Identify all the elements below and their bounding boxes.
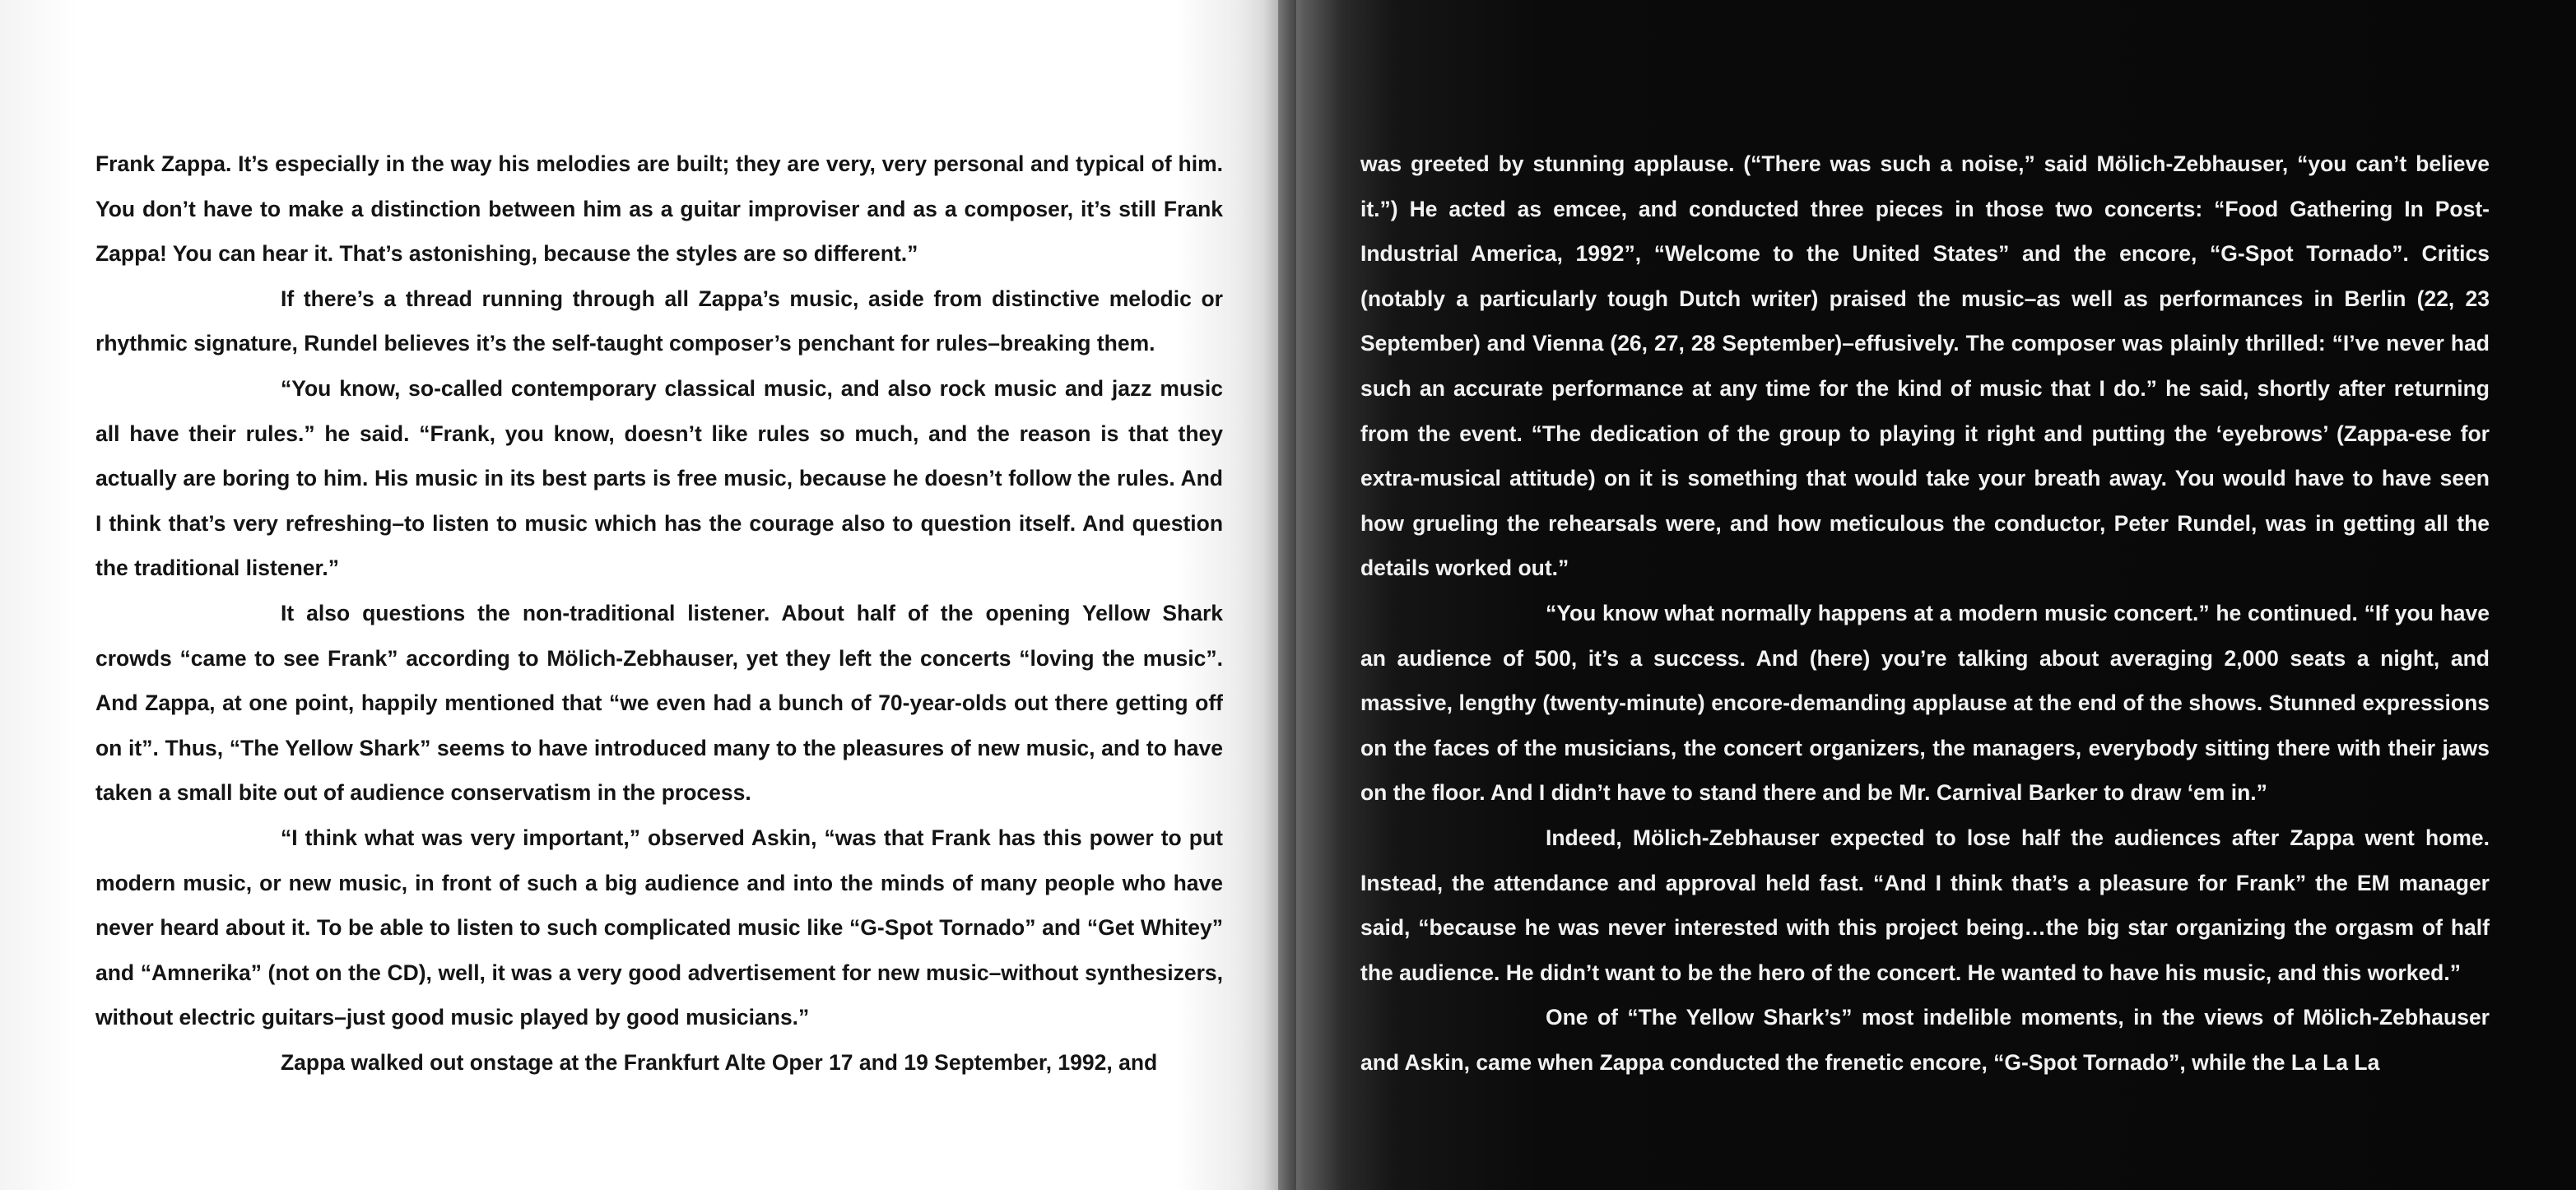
paragraph: “I think what was very important,” observed Askin, “was that Frank has this power to put modern music, or new music, in front of such a big audience and into the minds of many people who have never heard about it. To be able to listen to such complicated music like “G-Spot Tornado” and “Get Whitey” and “Amnerika” (not on the CD), well, it was a very good advertisement for new music–without synthesizers, without electric guitars–just good music played by good musicians.”: [95, 825, 1223, 1030]
right-text-column: [1360, 142, 2490, 1085]
paragraph: Zappa walked out onstage at the Frankfurt Alte Oper 17 and 19 September, 1992, and: [281, 1049, 1158, 1075]
paragraph: was greeted by stunning applause. (“There was such a noise,” said Mölich-Zebhauser, “you can’t believe it.”) He acted as emcee, and conducted three pieces in those two concerts: “Food Gathering In Post-Industrial America, 1992”, “Welcome to the United States” and the encore, “G-Spot Tornado”. Critics (notably a particularly tough Dutch writer) praised the music–as well as performances in Berlin (22, 23 September) and Vienna (26, 27, 28 September)–effusively. The composer was plainly thrilled: “I’ve never had such an accurate performance at any time for the kind of music that I do.” he said, shortly after returning from the event. “The dedication of the group to playing it right and putting the ‘eyebrows’ (Zappa-ese for extra-musical attitude) on it is something that would take your breath away. You would have to have seen how grueling the rehearsals were, and how meticulous the conductor, Peter Rundel, was in getting all the details worked out.”: [1360, 151, 2490, 581]
paragraph: “You know, so-called contemporary classical music, and also rock music and jazz music all have their rules.” he said. “Frank, you know, doesn’t like rules so much, and the reason is that they actually are boring to him. His music in its best parts is free music, because he doesn’t follow the rules. And I think that’s very refreshing–to listen to music which has the courage also to question itself. And question the traditional listener.”: [95, 375, 1223, 581]
left-page: [0, 0, 1278, 1190]
right-page: [1278, 0, 2576, 1190]
paragraph: If there’s a thread running through all Zappa’s music, aside from distinctive melodic or rhythmic signature, Rundel believes it’s the self-taught composer’s penchant for rules–breaking them.: [95, 286, 1223, 356]
paragraph: One of “The Yellow Shark’s” most indelible moments, in the views of Mölich-Zebhauser and Askin, came when Zappa conducted the frenetic encore, “G-Spot Tornado”, while the La La La: [1360, 1005, 2490, 1075]
paragraph: Indeed, Mölich-Zebhauser expected to lose half the audiences after Zappa went home. Instead, the attendance and approval held fast. “And I think that’s a pleasure for Frank” the EM manager said, “because he was never interested with this project being…the big star organizing the orgasm of half the audience. He didn’t want to be the hero of the concert. He wanted to have his music, and this worked.”: [1360, 825, 2490, 985]
paragraph: “You know what normally happens at a modern music concert.” he continued. “If you have an audience of 500, it’s a success. And (here) you’re talking about averaging 2,000 seats a night, and massive, lengthy (twenty-minute) encore-demanding applause at the end of the shows. Stunned expressions on the faces of the musicians, the concert organizers, the managers, everybody sitting there with their jaws on the floor. And I didn’t have to stand there and be Mr. Carnival Barker to draw ‘em in.”: [1360, 600, 2490, 806]
left-text-column: [95, 142, 1223, 1085]
paragraph: It also questions the non-traditional listener. About half of the opening Yellow Shark crowds “came to see Frank” according to Mölich-Zebhauser, yet they left the concerts “loving the music”. And Zappa, at one point, happily mentioned that “we even had a bunch of 70-year-olds out there getting off on it”. Thus, “The Yellow Shark” seems to have introduced many to the pleasures of new music, and to have taken a small bite out of audience conservatism in the process.: [95, 600, 1223, 806]
book-gutter: [1263, 0, 1296, 1190]
paragraph: Frank Zappa. It’s especially in the way his melodies are built; they are very, very personal and typical of him. You don’t have to make a distinction between him as a guitar improviser and as a composer, it’s still Frank Zappa! You can hear it. That’s astonishing, because the styles are so different.”: [95, 151, 1223, 267]
